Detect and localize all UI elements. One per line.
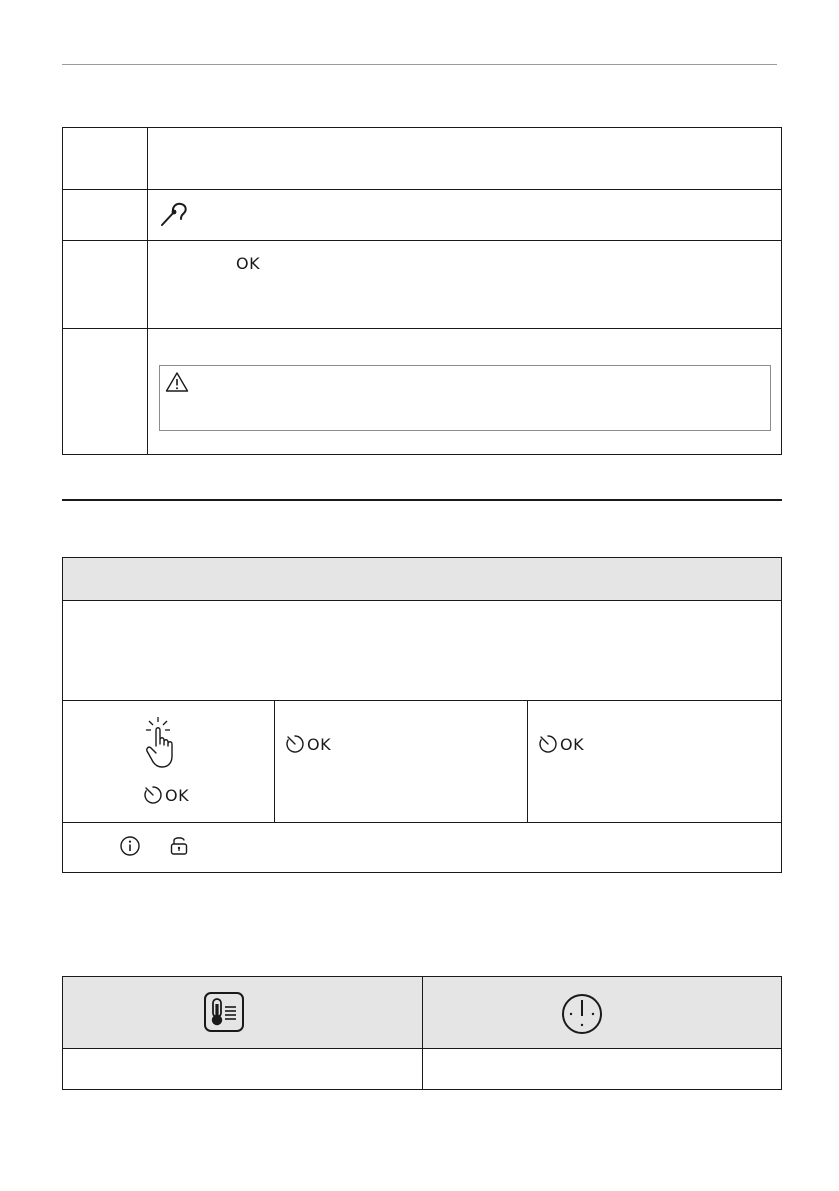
step-column-divider — [147, 128, 148, 454]
symbol-table — [62, 976, 782, 1090]
timer-icon — [285, 734, 305, 754]
ok-label: OK — [165, 785, 190, 805]
warning-box — [159, 365, 771, 431]
touch-hand-icon — [143, 716, 183, 770]
temperature-icon — [202, 990, 246, 1034]
timer-icon — [143, 785, 163, 805]
instructions-table — [62, 127, 782, 455]
ok-label: OK — [307, 734, 332, 754]
ok-label: OK — [560, 734, 585, 754]
row-divider-1 — [63, 189, 781, 190]
probe-icon — [159, 201, 189, 227]
ok-label: OK — [236, 254, 261, 273]
info-icon — [119, 835, 141, 857]
row-divider-2 — [63, 240, 781, 241]
page-top-rule — [62, 64, 777, 65]
warning-icon — [165, 371, 189, 393]
row-divider-3 — [63, 328, 781, 329]
timer-col-divider-2 — [527, 700, 528, 822]
timer-table — [62, 557, 782, 873]
timer-col-divider-1 — [274, 700, 275, 822]
timer-icon — [538, 734, 558, 754]
lock-icon — [169, 834, 189, 856]
clock-icon — [560, 992, 604, 1036]
timer-row-divider-2 — [63, 822, 781, 823]
symbol-col-divider — [422, 977, 423, 1089]
timer-row-divider-1 — [63, 700, 781, 701]
section-rule — [62, 499, 782, 501]
timer-table-header — [63, 558, 781, 601]
